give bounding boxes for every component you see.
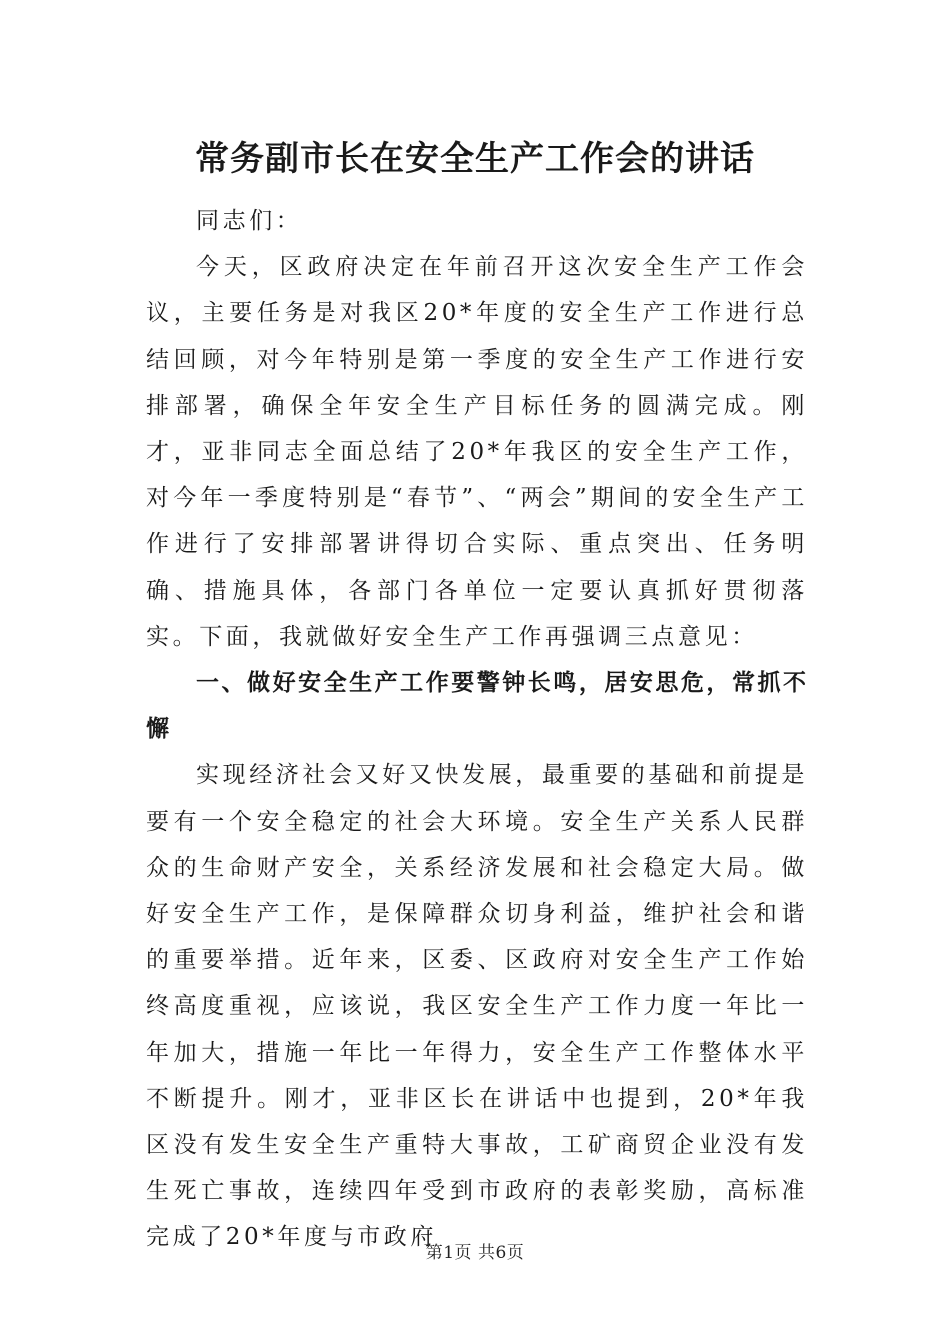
salutation-paragraph: 同志们： bbox=[196, 208, 303, 234]
page-number-footer: 第1页 共6页 bbox=[425, 1243, 525, 1263]
document-body bbox=[146, 198, 808, 1261]
document-title: 常务副市长在安全生产工作会的讲话 bbox=[195, 139, 755, 179]
intro-paragraph: 今天，区政府决定在年前召开这次安全生产工作会议，主要任务是对我区20*年度的安全生产工作进行总结回顾，对今年特别是第一季度的安全生产工作进行安排部署，确保全年安全生产目标任务的圆满完成。刚才，亚非同志全面总结了20*年我区的安全生产工作，对今年一季度特别是“春节”、“两会”期间的安全生产工作进行了安排部署讲得切合实际、重点突出、任务明确、措施具体，各部门各单位一定要认真抓好贯彻落实。下面，我就做好安全生产工作再强调三点意见： bbox=[146, 254, 808, 650]
section-one-paragraph: 实现经济社会又好又快发展，最重要的基础和前提是要有一个安全稳定的社会大环境。安全生产关系人民群众的生命财产安全，关系经济发展和社会稳定大局。做好安全生产工作，是保障群众切身利益，维护社会和谐的重要举措。近年来，区委、区政府对安全生产工作始终高度重视，应该说，我区安全生产工作力度一年比一年加大，措施一年比一年得力，安全生产工作整体水平不断提升。刚才，亚非区长在讲话中也提到，20*年我区没有发生安全生产重特大事故，工矿商贸企业没有发生死亡事故，连续四年受到市政府的表彰奖励，高标准完成了20*年度与市政府 bbox=[146, 762, 808, 1251]
section-heading-one: 一、做好安全生产工作要警钟长鸣，居安思危，常抓不懈 bbox=[146, 670, 808, 743]
